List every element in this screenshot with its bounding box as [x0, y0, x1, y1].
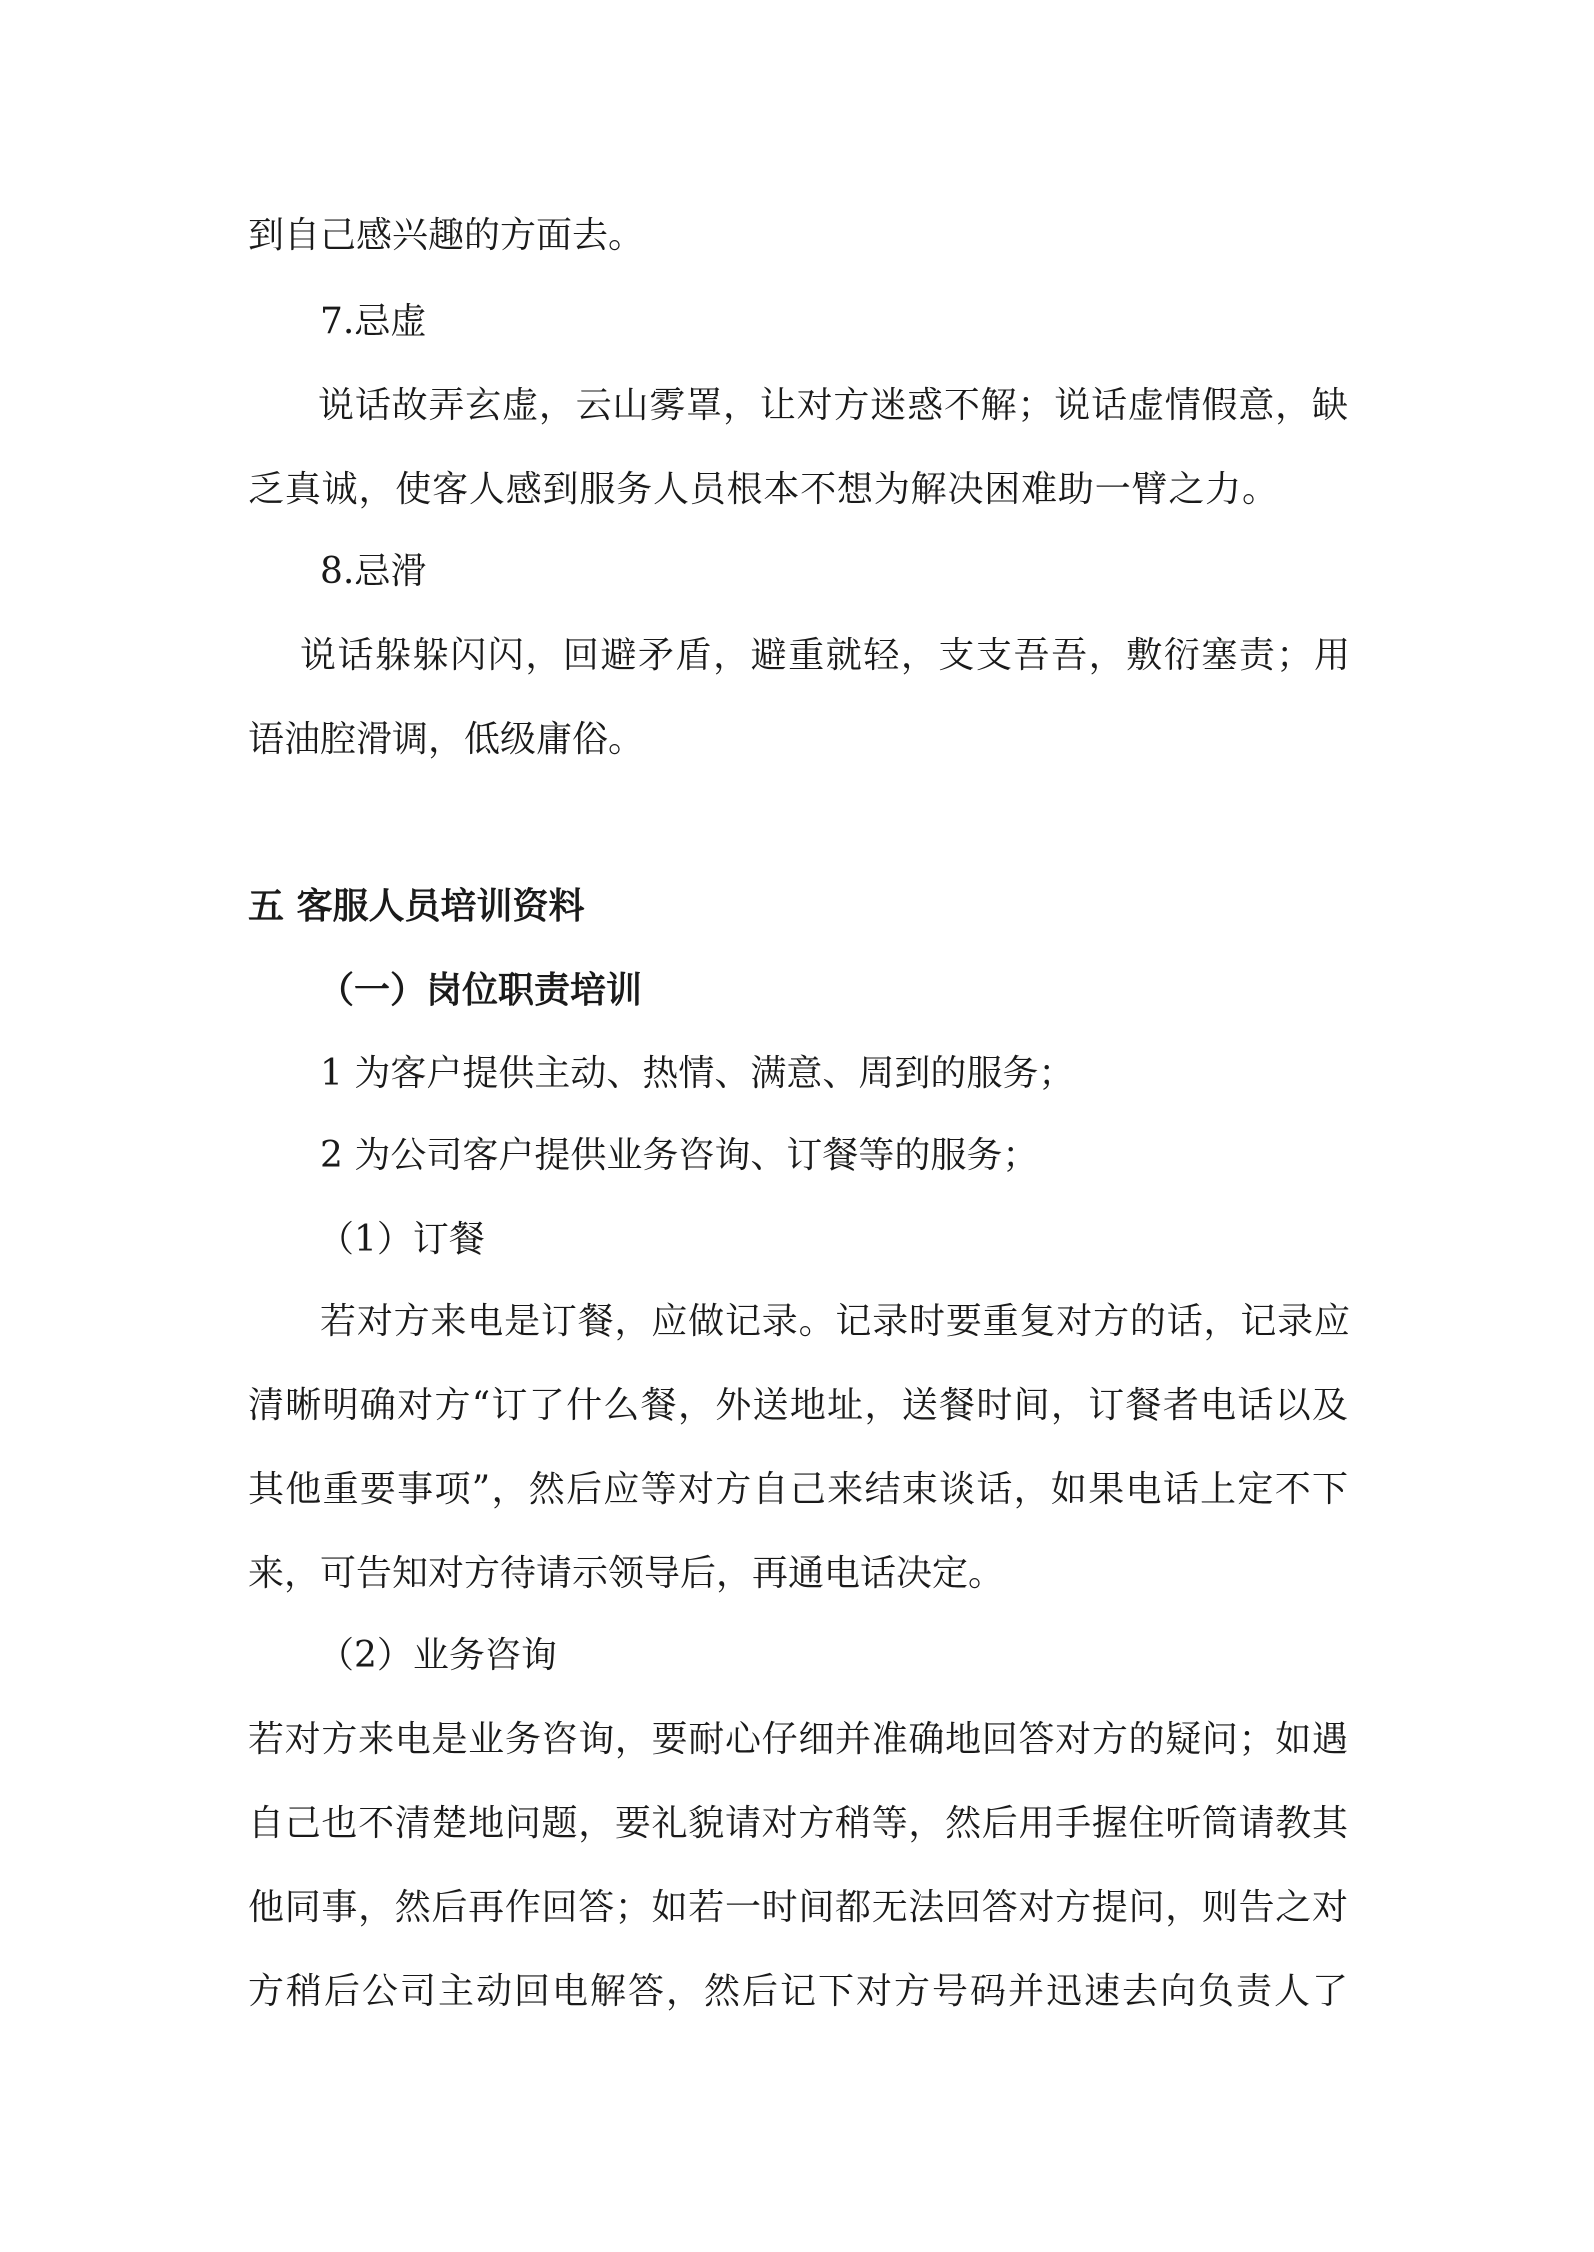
paragraph-b-line-1: 若对方来电是业务咨询，要耐心仔细并准确地回答对方的疑问；如遇 — [248, 1719, 1348, 1760]
paragraph-7-line-1: 说话故弄玄虚，云山雾罩，让对方迷惑不解；说话虚情假意，缺 — [318, 385, 1348, 426]
list-item-1: 1 为客户提供主动、热情、满意、周到的服务； — [320, 1053, 1075, 1094]
paragraph-a-line-4: 来，可告知对方待请示领导后，再通电话决定。 — [248, 1553, 1005, 1594]
list-item-2-2: （2）业务咨询 — [318, 1635, 557, 1676]
list-item-2-1: （1）订餐 — [318, 1219, 485, 1260]
list-item-2: 2 为公司客户提供业务咨询、订餐等的服务； — [320, 1135, 1039, 1176]
paragraph-a-line-3: 其他重要事项”，然后应等对方自己来结束谈话，如果电话上定不下 — [248, 1469, 1348, 1510]
paragraph-b-line-2: 自己也不清楚地问题，要礼貌请对方稍等，然后用手握住听筒请教其 — [248, 1803, 1348, 1844]
section-5-heading: 五 客服人员培训资料 — [248, 885, 585, 927]
paragraph-6-end: 到自己感兴趣的方面去。 — [248, 215, 645, 256]
paragraph-8-line-1: 说话躲躲闪闪，回避矛盾，避重就轻，支支吾吾，敷衍塞责；用 — [300, 635, 1350, 676]
paragraph-a-line-2: 清晰明确对方“订了什么餐，外送地址，送餐时间，订餐者电话以及 — [248, 1385, 1348, 1426]
paragraph-8-line-2: 语油腔滑调，低级庸俗。 — [248, 719, 645, 760]
subsection-1-heading: （一）岗位职责培训 — [318, 969, 643, 1011]
paragraph-7-line-2: 乏真诚，使客人感到服务人员根本不想为解决困难助一臂之力。 — [248, 469, 1278, 510]
heading-8: 8.忌滑 — [320, 551, 427, 592]
paragraph-b-line-3: 他同事，然后再作回答；如若一时间都无法回答对方提问，则告之对 — [248, 1887, 1348, 1928]
heading-7: 7.忌虚 — [320, 301, 427, 342]
paragraph-b-line-4: 方稍后公司主动回电解答，然后记下对方号码并迅速去向负责人了 — [248, 1971, 1348, 2012]
paragraph-a-line-1: 若对方来电是订餐，应做记录。记录时要重复对方的话，记录应 — [320, 1301, 1350, 1342]
